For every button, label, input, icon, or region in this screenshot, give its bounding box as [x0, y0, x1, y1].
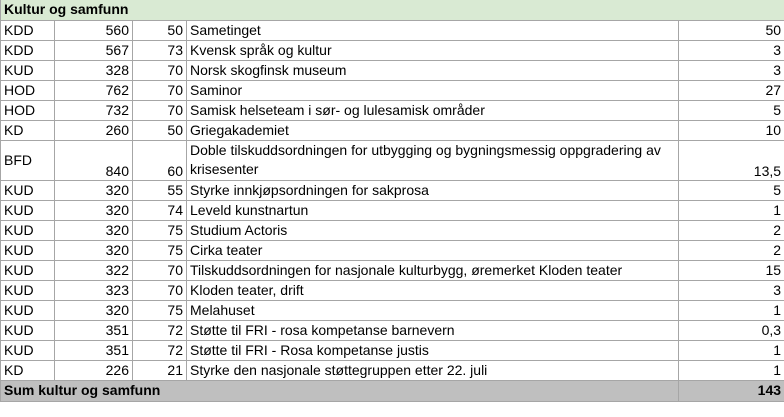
description-cell: Leveld kunstnartun [187, 200, 679, 220]
dept-cell: KUD [1, 180, 55, 200]
dept-cell: KDD [1, 20, 55, 40]
chapter-cell: 328 [55, 60, 133, 80]
dept-cell: KDD [1, 40, 55, 60]
chapter-cell: 260 [55, 120, 133, 140]
post-cell: 70 [133, 100, 187, 120]
post-cell: 70 [133, 280, 187, 300]
table-row [1, 100, 784, 120]
description-cell: Cirka teater [187, 240, 679, 260]
dept-cell: KUD [1, 240, 55, 260]
table-row [1, 180, 784, 200]
chapter-cell: 320 [55, 220, 133, 240]
amount-cell: 15 [679, 260, 784, 280]
amount-cell: 3 [679, 40, 784, 60]
post-cell: 70 [133, 260, 187, 280]
description-cell: Styrke innkjøpsordningen for sakprosa [187, 180, 679, 200]
description-cell: Kvensk språk og kultur [187, 40, 679, 60]
table-row [1, 340, 784, 360]
amount-cell: 3 [679, 60, 784, 80]
table-row [1, 40, 784, 60]
post-cell: 75 [133, 240, 187, 260]
post-cell: 50 [133, 20, 187, 40]
amount-cell: 5 [679, 100, 784, 120]
table-row [1, 120, 784, 140]
dept-cell: BFD [1, 140, 55, 180]
table-row [1, 240, 784, 260]
amount-cell: 1 [679, 360, 784, 380]
description-cell: Støtte til FRI - Rosa kompetanse justis [187, 340, 679, 360]
amount-cell: 13,5 [679, 140, 784, 180]
chapter-cell: 351 [55, 320, 133, 340]
description-cell: Sametinget [187, 20, 679, 40]
amount-cell: 10 [679, 120, 784, 140]
post-cell: 50 [133, 120, 187, 140]
dept-cell: KUD [1, 200, 55, 220]
description-cell: Melahuset [187, 300, 679, 320]
table-row [1, 200, 784, 220]
chapter-cell: 320 [55, 180, 133, 200]
dept-cell: HOD [1, 80, 55, 100]
chapter-cell: 322 [55, 260, 133, 280]
amount-cell: 0,3 [679, 320, 784, 340]
dept-cell: KUD [1, 320, 55, 340]
post-cell: 60 [133, 140, 187, 180]
description-cell: Støtte til FRI - rosa kompetanse barnevern [187, 320, 679, 340]
description-cell: Tilskuddsordningen for nasjonale kulturbygg, øremerket Kloden teater [187, 260, 679, 280]
chapter-cell: 323 [55, 280, 133, 300]
table-row [1, 320, 784, 340]
description-cell: Doble tilskuddsordningen for utbygging og bygningsmessig oppgradering av krisesenter [187, 140, 679, 180]
post-cell: 21 [133, 360, 187, 380]
post-cell: 55 [133, 180, 187, 200]
post-cell: 72 [133, 320, 187, 340]
amount-cell: 50 [679, 20, 784, 40]
amount-cell: 27 [679, 80, 784, 100]
dept-cell: KUD [1, 260, 55, 280]
total-row [1, 380, 784, 401]
dept-cell: KD [1, 360, 55, 380]
description-cell: Griegakademiet [187, 120, 679, 140]
chapter-cell: 762 [55, 80, 133, 100]
description-cell: Styrke den nasjonale støttegruppen etter 22. juli [187, 360, 679, 380]
table-row [1, 360, 784, 380]
amount-cell: 3 [679, 280, 784, 300]
post-cell: 75 [133, 220, 187, 240]
table-row [1, 60, 784, 80]
dept-cell: HOD [1, 100, 55, 120]
chapter-cell: 567 [55, 40, 133, 60]
post-cell: 73 [133, 40, 187, 60]
post-cell: 70 [133, 80, 187, 100]
description-cell: Saminor [187, 80, 679, 100]
table-row [1, 300, 784, 320]
dept-cell: KUD [1, 220, 55, 240]
amount-cell: 1 [679, 340, 784, 360]
dept-cell: KD [1, 120, 55, 140]
chapter-cell: 320 [55, 240, 133, 260]
post-cell: 72 [133, 340, 187, 360]
description-cell: Studium Actoris [187, 220, 679, 240]
description-cell: Samisk helseteam i sør- og lulesamisk områder [187, 100, 679, 120]
dept-cell: KUD [1, 300, 55, 320]
total-amount: 143 [679, 380, 784, 401]
total-label: Sum kultur og samfunn [1, 380, 679, 401]
table-row [1, 220, 784, 240]
table-row [1, 260, 784, 280]
amount-cell: 2 [679, 220, 784, 240]
amount-cell: 2 [679, 240, 784, 260]
section-title: Kultur og samfunn [1, 0, 784, 20]
chapter-cell: 320 [55, 300, 133, 320]
section-header-row [1, 0, 784, 20]
post-cell: 74 [133, 200, 187, 220]
amount-cell: 5 [679, 180, 784, 200]
description-cell: Kloden teater, drift [187, 280, 679, 300]
chapter-cell: 320 [55, 200, 133, 220]
chapter-cell: 732 [55, 100, 133, 120]
post-cell: 75 [133, 300, 187, 320]
chapter-cell: 840 [55, 140, 133, 180]
table-row [1, 20, 784, 40]
chapter-cell: 351 [55, 340, 133, 360]
dept-cell: KUD [1, 280, 55, 300]
chapter-cell: 560 [55, 20, 133, 40]
dept-cell: KUD [1, 340, 55, 360]
dept-cell: KUD [1, 60, 55, 80]
table-row [1, 140, 784, 180]
table-row [1, 280, 784, 300]
table-row [1, 80, 784, 100]
description-cell: Norsk skogfinsk museum [187, 60, 679, 80]
amount-cell: 1 [679, 200, 784, 220]
post-cell: 70 [133, 60, 187, 80]
chapter-cell: 226 [55, 360, 133, 380]
amount-cell: 1 [679, 300, 784, 320]
